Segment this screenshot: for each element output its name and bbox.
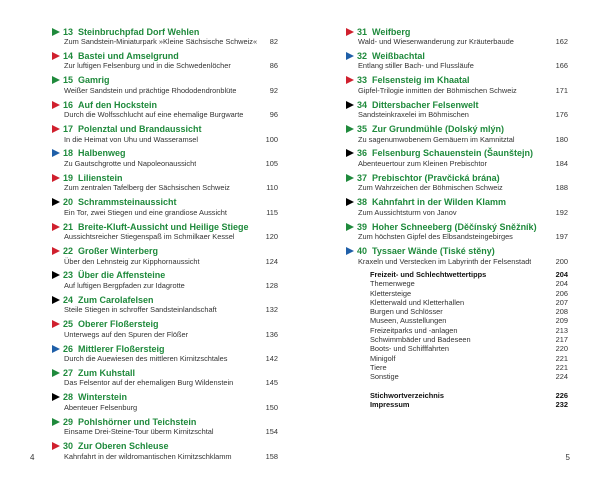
tour-page-number: 162 [555, 37, 568, 46]
tour-description: Kahnfahrt in der wildromantischen Kirnitzschklamm [64, 451, 232, 461]
toc-entry-heading [52, 392, 278, 403]
toc-entry-subline [52, 135, 278, 145]
tour-page-number: 176 [555, 110, 568, 120]
extras-label: Klettersteige [370, 288, 412, 298]
extras-label: Sonstige [370, 372, 399, 382]
extras-row[interactable] [370, 326, 568, 335]
page-number-left: 4 [30, 453, 35, 462]
toc-entry-subline [52, 354, 278, 364]
toc-entry-subline [52, 61, 278, 71]
toc-entry-heading [346, 246, 568, 257]
difficulty-flag-icon [52, 149, 60, 157]
toc-entry[interactable] [52, 441, 278, 465]
extras-row[interactable] [370, 335, 568, 344]
extras-row[interactable] [370, 307, 568, 316]
tour-title: Polenztal und Brandaussicht [78, 124, 202, 135]
extras-label: Tiere [370, 362, 387, 372]
difficulty-flag-icon [346, 198, 354, 206]
extras-page-number: 213 [555, 325, 568, 335]
extras-page-number: 208 [555, 307, 568, 317]
difficulty-flag-icon [52, 271, 60, 279]
tour-number: 15 [63, 75, 74, 86]
toc-entry-subline [52, 37, 278, 47]
difficulty-flag-icon [52, 223, 60, 231]
toc-entry-subline [52, 281, 278, 291]
tour-title: Tyssaer Wände (Tiské stěny) [372, 246, 495, 257]
toc-entry-subline [52, 330, 278, 340]
tour-page-number: 82 [269, 37, 278, 46]
extras-label: Stichwortverzeichnis [370, 390, 444, 400]
toc-entry-heading [346, 50, 568, 61]
tour-page-number: 120 [265, 232, 278, 242]
toc-entry-subline [346, 208, 568, 218]
tour-description: Zu Gautschgrotte und Napoleonaussicht [64, 158, 197, 168]
toc-entry-heading [52, 441, 278, 452]
tour-number: 36 [357, 148, 368, 159]
difficulty-flag-icon [346, 247, 354, 255]
toc-entry-subline [52, 86, 278, 96]
difficulty-flag-icon [346, 28, 354, 36]
toc-entry-heading [52, 197, 278, 208]
tour-description: Das Felsentor auf der ehemaligen Burg Wildenstein [64, 378, 234, 388]
toc-entry[interactable] [346, 221, 568, 245]
tour-number: 22 [63, 246, 74, 257]
toc-entry[interactable] [346, 148, 568, 172]
tour-page-number: 115 [266, 207, 278, 217]
extras-page-number: 206 [555, 288, 568, 298]
difficulty-flag-icon [52, 76, 60, 84]
spacer [370, 382, 568, 391]
tour-title: Zum Carolafelsen [78, 294, 154, 305]
tour-description: Zu sagenumwobenem Gemäuern im Kamnitztal [358, 134, 515, 144]
toc-entry-heading [52, 148, 278, 159]
extras-page-number: 232 [555, 399, 568, 409]
tour-description: Steile Stiegen in schroffer Sandsteinlandschaft [64, 305, 217, 315]
tour-page-number: 166 [555, 61, 568, 71]
extras-label: Boots- und Schifffahrten [370, 344, 450, 354]
extras-row[interactable] [370, 270, 568, 279]
difficulty-flag-icon [52, 320, 60, 328]
toc-entry-heading [52, 416, 278, 427]
extras-page-number: 220 [555, 344, 568, 354]
toc-entry[interactable] [52, 99, 278, 123]
difficulty-flag-icon [52, 369, 60, 377]
tour-description: Ein Tor, zwei Stiegen und eine grandiose Aussicht [64, 207, 227, 217]
tour-description: Zur luftigen Felsenburg und in die Schwedenlöcher [64, 61, 231, 71]
tour-description: Zum Aussichtsturm von Janov [358, 207, 457, 217]
extras-row[interactable] [370, 400, 568, 409]
difficulty-flag-icon [346, 149, 354, 157]
toc-entry-heading [52, 246, 278, 257]
tour-page-number: 100 [265, 134, 278, 144]
extras-row[interactable] [370, 363, 568, 372]
toc-entry-subline [52, 110, 278, 120]
extras-row[interactable] [370, 354, 568, 363]
toc-entry-subline [52, 232, 278, 242]
tour-number: 20 [63, 197, 74, 208]
tour-number: 24 [63, 294, 74, 305]
toc-entry-subline [52, 403, 278, 413]
toc-entry-heading [346, 197, 568, 208]
tour-number: 28 [63, 392, 74, 403]
toc-right-column [346, 26, 568, 270]
toc-entry[interactable] [52, 197, 278, 221]
toc-entry-heading [346, 148, 568, 159]
extras-row[interactable] [370, 372, 568, 381]
tour-page-number: 188 [555, 183, 568, 193]
toc-entry[interactable] [52, 416, 278, 440]
toc-entry-subline [346, 61, 568, 71]
difficulty-flag-icon [52, 393, 60, 401]
tour-page-number: 124 [265, 256, 278, 266]
difficulty-flag-icon [52, 101, 60, 109]
toc-entry-subline [346, 37, 568, 47]
tour-number: 19 [63, 172, 74, 183]
extras-label: Kletterwald und Kletterhallen [370, 297, 465, 307]
toc-entry[interactable] [346, 75, 568, 99]
extras-page-number: 221 [555, 353, 568, 363]
extras-label: Freizeit- und Schlechtwettertipps [370, 270, 487, 279]
tour-number: 18 [63, 148, 74, 159]
tour-description: Zum Wahrzeichen der Böhmischen Schweiz [358, 183, 503, 193]
tour-number: 37 [357, 172, 368, 183]
toc-entry[interactable] [52, 367, 278, 391]
tour-page-number: 200 [555, 256, 568, 266]
extras-label: Themenwege [370, 279, 415, 289]
toc-entry[interactable] [346, 172, 568, 196]
toc-entry[interactable] [52, 172, 278, 196]
toc-entry-heading [346, 75, 568, 86]
toc-entry[interactable] [346, 246, 568, 270]
tour-title: Lilienstein [78, 172, 123, 183]
toc-entry[interactable] [52, 148, 278, 172]
tour-page-number: 96 [269, 110, 278, 120]
tour-page-number: 171 [555, 85, 568, 95]
toc-entry[interactable] [346, 197, 568, 221]
extras-label: Freizeitparks und -anlagen [370, 325, 458, 335]
tour-title: Zur Oberen Schleuse [78, 441, 169, 452]
tour-page-number: 110 [266, 183, 278, 193]
extras-page-number: 224 [555, 372, 568, 382]
tour-number: 30 [63, 441, 74, 452]
tour-number: 13 [63, 26, 74, 37]
toc-entry-subline [346, 86, 568, 96]
tour-title: Prebischtor (Pravčická brána) [372, 172, 500, 183]
toc-entry-subline [346, 110, 568, 120]
tour-description: Zum höchsten Gipfel des Elbsandsteingebirges [358, 232, 513, 242]
toc-entry-subline [346, 159, 568, 169]
tour-description: Aussichtsreicher Stiegenspaß im Schmilkaer Kessel [64, 232, 235, 242]
tour-number: 17 [63, 124, 74, 135]
extras-label: Museen, Ausstellungen [370, 316, 447, 326]
extras-page-number: 226 [555, 390, 568, 400]
tour-title: Zum Kuhstall [78, 367, 136, 378]
tour-title: Pohlshörner und Teichstein [78, 416, 197, 427]
difficulty-flag-icon [346, 223, 354, 231]
page-number-right: 5 [565, 453, 570, 462]
difficulty-flag-icon [52, 28, 60, 36]
difficulty-flag-icon [346, 174, 354, 182]
toc-entry-heading [52, 26, 278, 37]
tour-description: Durch die Auewiesen des mittleren Kirnitzschtales [64, 354, 228, 364]
difficulty-flag-icon [346, 76, 354, 84]
toc-entry-subline [52, 159, 278, 169]
toc-entry[interactable] [52, 319, 278, 343]
tour-number: 34 [357, 99, 368, 110]
toc-entry-heading [52, 124, 278, 135]
tour-description: Durch die Wolfsschlucht auf eine ehemalige Burgwarte [64, 110, 244, 120]
toc-entry[interactable] [52, 75, 278, 99]
tour-number: 35 [357, 124, 368, 135]
difficulty-flag-icon [52, 52, 60, 60]
tour-description: Gipfel-Trilogie inmitten der Böhmischen Schweiz [358, 85, 517, 95]
extras-row[interactable] [370, 344, 568, 353]
difficulty-flag-icon [52, 198, 60, 206]
tour-title: Auf den Hockstein [78, 99, 158, 110]
tour-number: 29 [63, 416, 74, 427]
tour-title: Kahnfahrt in der Wilden Klamm [372, 197, 506, 208]
extras-row[interactable] [370, 298, 568, 307]
toc-entry-subline [52, 183, 278, 193]
tour-title: Dittersbacher Felsenwelt [372, 99, 479, 110]
toc-entry[interactable] [52, 124, 278, 148]
tour-description: Einsame Drei-Steine-Tour überm Kirnitzschtal [64, 427, 214, 437]
tour-description: Wald- und Wiesenwanderung zur Kräuterbaude [358, 37, 514, 46]
tour-page-number: 150 [265, 402, 278, 412]
toc-left-column [52, 26, 278, 465]
toc-entry-heading [52, 343, 278, 354]
toc-entry-subline [346, 257, 568, 267]
toc-entry[interactable] [52, 50, 278, 74]
tour-number: 32 [357, 50, 368, 61]
toc-entry-subline [52, 208, 278, 218]
tour-description: Unterwegs auf den Spuren der Flößer [64, 329, 189, 339]
toc-entry-heading [346, 99, 568, 110]
extras-row[interactable] [370, 289, 568, 298]
difficulty-flag-icon [52, 125, 60, 133]
toc-entry-heading [346, 172, 568, 183]
tour-number: 38 [357, 197, 368, 208]
tour-title: Felsenburg Schauenstein (Šaunštejn) [372, 148, 534, 159]
tour-title: Oberer Floßersteig [78, 319, 159, 330]
tour-description: Abenteuertour zum Kleinen Prebischtor [358, 158, 487, 168]
extras-page-number: 217 [555, 335, 568, 345]
toc-entry-subline [52, 427, 278, 437]
tour-description: Zum zentralen Tafelberg der Sächsischen Schweiz [64, 183, 230, 193]
tour-description: Sandsteinkraxelei im Böhmischen [358, 110, 469, 120]
tour-title: Mittlerer Floßersteig [78, 343, 165, 354]
difficulty-flag-icon [52, 247, 60, 255]
extras-label: Burgen und Schlösser [370, 307, 443, 317]
tour-title: Bastei und Amselgrund [78, 50, 179, 61]
toc-entry-subline [346, 135, 568, 145]
tour-description: Entlang stiller Bach- und Flussläufe [358, 61, 474, 71]
extras-page-number: 204 [555, 279, 568, 289]
extras-row[interactable] [370, 391, 568, 400]
extras-label: Schwimmbäder und Badeseen [370, 335, 471, 345]
toc-entry[interactable] [346, 99, 568, 123]
tour-description: Auf luftigen Bergpfaden zur Idagrotte [64, 280, 185, 290]
tour-title: Gamrig [78, 75, 110, 86]
tour-page-number: 184 [555, 158, 568, 168]
tour-page-number: 86 [269, 61, 278, 71]
toc-entry[interactable] [346, 26, 568, 50]
toc-entry[interactable] [52, 392, 278, 416]
tour-description: Über den Lehnsteig zur Kipphornaussicht [64, 256, 200, 266]
tour-title: Hoher Schneeberg (Děčínský Sněžník) [372, 221, 537, 232]
tour-number: 25 [63, 319, 74, 330]
tour-page-number: 105 [265, 158, 278, 168]
tour-number: 26 [63, 343, 74, 354]
tour-page-number: 142 [265, 354, 278, 364]
tour-page-number: 192 [555, 207, 568, 217]
tour-page-number: 154 [265, 427, 278, 437]
tour-number: 40 [357, 246, 368, 257]
extras-label: Impressum [370, 399, 410, 409]
extras-page-number: 209 [555, 316, 568, 326]
tour-description: In die Heimat von Uhu und Wasseramsel [64, 134, 199, 144]
tour-number: 21 [63, 221, 74, 232]
tour-page-number: 128 [265, 280, 278, 290]
tour-page-number: 197 [555, 232, 568, 242]
difficulty-flag-icon [52, 174, 60, 182]
toc-entry-heading [52, 75, 278, 86]
toc-entry-heading [52, 221, 278, 232]
toc-entry-subline [346, 232, 568, 242]
tour-number: 27 [63, 367, 74, 378]
tour-title: Weißbachtal [372, 50, 425, 61]
tour-title: Zur Grundmühle (Dolský mlýn) [372, 124, 505, 135]
difficulty-flag-icon [346, 101, 354, 109]
toc-entry-heading [346, 26, 568, 37]
tour-number: 23 [63, 270, 74, 281]
tour-page-number: 158 [265, 451, 278, 461]
tour-title: Großer Winterberg [78, 246, 158, 257]
toc-entry-heading [346, 221, 568, 232]
tour-title: Winterstein [78, 392, 127, 403]
tour-title: Halbenweg [78, 148, 126, 159]
extras-label: Minigolf [370, 353, 396, 363]
toc-entry-heading [52, 367, 278, 378]
tour-description: Zum Sandstein-Miniaturpark »Kleine Sächsische Schweiz« [64, 37, 258, 46]
toc-entry[interactable] [52, 26, 278, 50]
tour-description: Weißer Sandstein und prächtige Rhododendronblüte [64, 85, 237, 95]
toc-entry-subline [52, 452, 278, 462]
toc-entry[interactable] [52, 221, 278, 245]
tour-number: 39 [357, 221, 368, 232]
toc-entry[interactable] [52, 294, 278, 318]
difficulty-flag-icon [52, 442, 60, 450]
tour-number: 16 [63, 99, 74, 110]
tour-page-number: 136 [265, 329, 278, 339]
toc-entry[interactable] [52, 343, 278, 367]
extras-page-number: 204 [555, 270, 568, 279]
toc-entry-heading [52, 319, 278, 330]
toc-entry[interactable] [346, 124, 568, 148]
difficulty-flag-icon [346, 125, 354, 133]
difficulty-flag-icon [52, 418, 60, 426]
extras-row[interactable] [370, 279, 568, 288]
tour-number: 31 [357, 26, 368, 37]
tour-page-number: 132 [265, 305, 278, 315]
tour-page-number: 92 [269, 85, 278, 95]
tour-title: Steinbruchpfad Dorf Wehlen [78, 26, 200, 37]
difficulty-flag-icon [52, 345, 60, 353]
toc-entry-heading [52, 294, 278, 305]
toc-entry-heading [52, 50, 278, 61]
toc-entry[interactable] [52, 246, 278, 270]
tour-title: Breite-Kluft-Aussicht und Heilige Stiege [78, 221, 249, 232]
difficulty-flag-icon [52, 296, 60, 304]
tour-number: 14 [63, 50, 74, 61]
toc-entry-heading [346, 124, 568, 135]
toc-entry[interactable] [52, 270, 278, 294]
toc-extras [370, 270, 568, 409]
tour-description: Abenteuer Felsenburg [64, 402, 138, 412]
toc-entry-heading [52, 99, 278, 110]
extras-row[interactable] [370, 316, 568, 325]
extras-page-number: 221 [555, 362, 568, 372]
tour-page-number: 145 [265, 378, 278, 388]
toc-entry[interactable] [346, 50, 568, 74]
toc-entry-subline [346, 183, 568, 193]
difficulty-flag-icon [346, 52, 354, 60]
extras-page-number: 207 [555, 297, 568, 307]
tour-page-number: 180 [555, 134, 568, 144]
toc-entry-subline [52, 378, 278, 388]
toc-entry-subline [52, 305, 278, 315]
toc-entry-heading [52, 172, 278, 183]
tour-title: Über die Affensteine [78, 270, 166, 281]
tour-title: Felsensteig im Khaatal [372, 75, 470, 86]
tour-title: Schrammsteinaussicht [78, 197, 177, 208]
tour-description: Kraxeln und Verstecken im Labyrinth der Felsenstadt [358, 256, 532, 266]
toc-entry-subline [52, 257, 278, 267]
tour-number: 33 [357, 75, 368, 86]
tour-title: Weifberg [372, 26, 411, 37]
toc-entry-heading [52, 270, 278, 281]
